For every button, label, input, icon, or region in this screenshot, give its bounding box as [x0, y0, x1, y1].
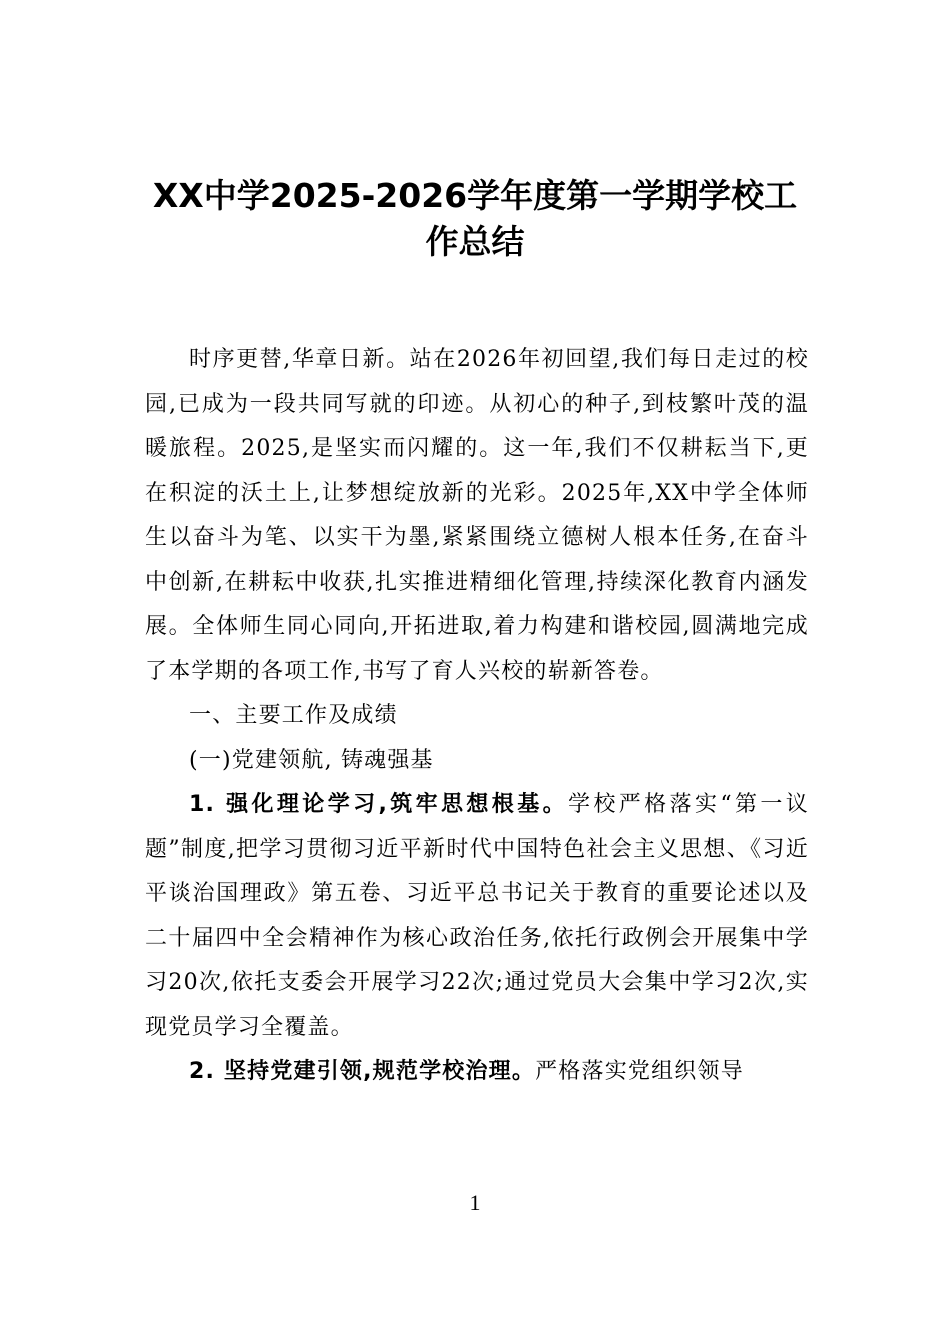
- item-1-lead: 1. 强化理论学习,筑牢思想根基。: [189, 792, 568, 817]
- intro-paragraph: 时序更替,华章日新。站在2026年初回望,我们每日走过的校园,已成为一段共同写就的印迹。从初心的种子,到枝繁叶茂的温暖旅程。2025,是坚实而闪耀的。这一年,我们不仅耕耘当下,更在积淀的沃土上,让梦想绽放新的光彩。2025年,XX中学全体师生以奋斗为笔、以实干为墨,紧紧围绕立德树人根本任务,在奋斗中创新,在耕耘中收获,扎实推进精细化管理,持续深化教育内涵发展。全体师生同心同向,开拓进取,着力构建和谐校园,圆满地完成了本学期的各项工作,书写了育人兴校的崭新答卷。: [145, 347, 809, 684]
- document-body: [145, 338, 809, 1095]
- item-1-paragraph: [145, 783, 809, 1050]
- section-heading: 一、主要工作及成绩: [189, 703, 398, 728]
- item-2-paragraph: [145, 1050, 809, 1095]
- item-2-text: 严格落实党组织领导: [535, 1059, 744, 1084]
- page-number: 1: [469, 1190, 481, 1215]
- item-2-lead: 2. 坚持党建引领,规范学校治理。: [189, 1059, 536, 1084]
- subsection-heading: (一)党建领航, 铸魂强基: [189, 747, 434, 773]
- item-1-text: 学校严格落实“第一议题”制度,把学习贯彻习近平新时代中国特色社会主义思想、《习近平谈治国理政》第五卷、习近平总书记关于教育的重要论述以及二十届四中全会精神作为核心政治任务,依托行政例会开展集中学习20次,依托支委会开展学习22次;通过党员大会集中学习2次,实现党员学习全覆盖。: [145, 792, 809, 1040]
- document-title-line-2: 作总结: [425, 222, 525, 261]
- document-title-line-1: XX中学2025-2026学年度第一学期学校工: [152, 176, 798, 215]
